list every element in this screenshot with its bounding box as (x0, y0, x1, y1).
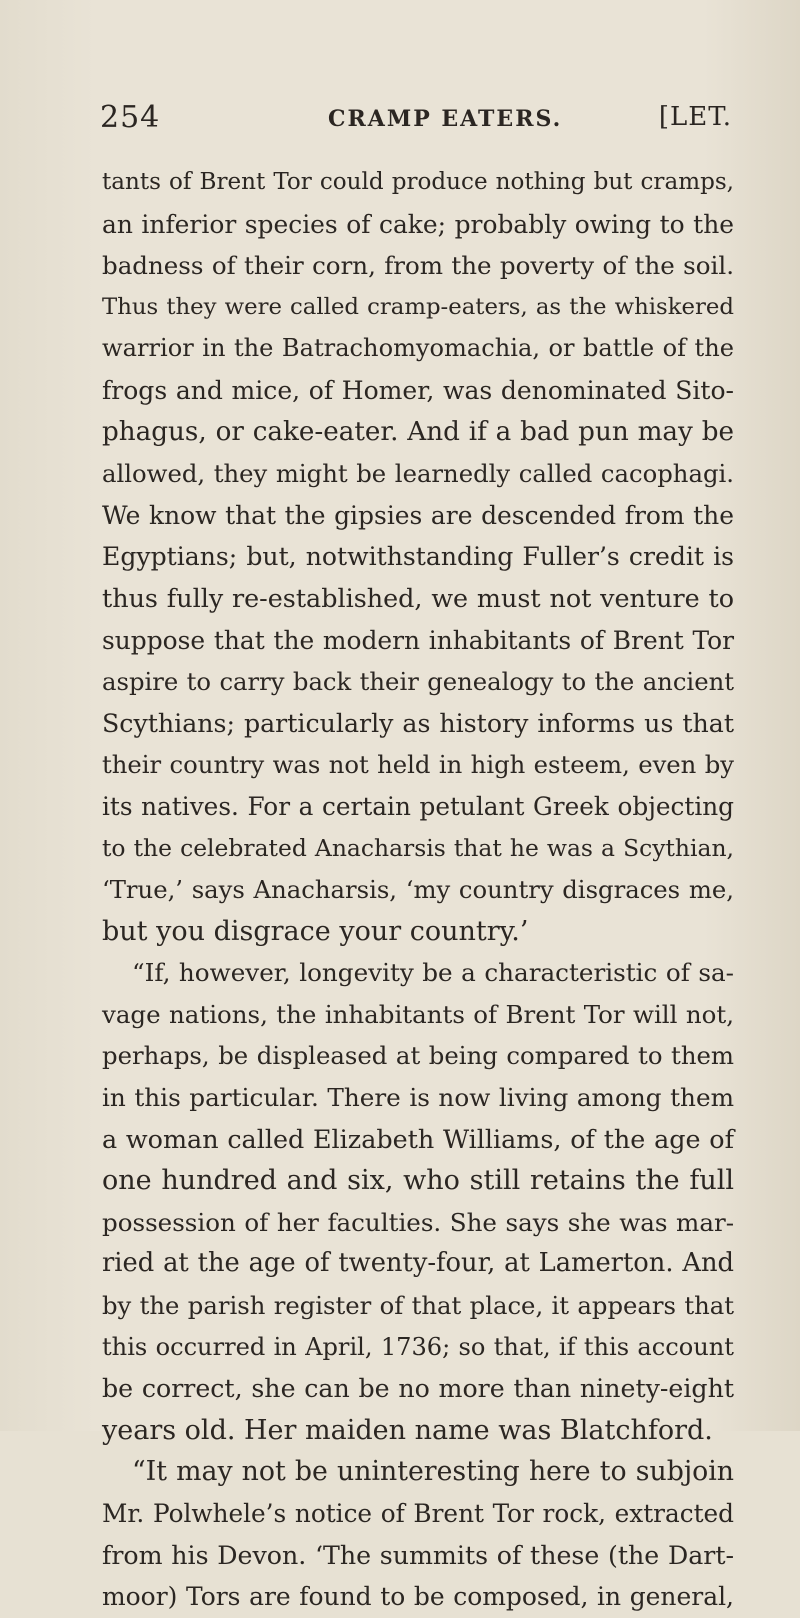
text-line: ried at the age of twenty-four, at Lamerton. And (102, 1248, 734, 1279)
text-line: one hundred and six, who still retains the full (102, 1165, 734, 1197)
text-line: Egyptians; but, notwithstanding Fuller’s credit is (102, 542, 734, 572)
text-line: from his Devon. ‘The summits of these (the Dart- (102, 1540, 734, 1570)
text-line: vage nations, the inhabitants of Brent Tor will not, (102, 999, 734, 1029)
text-line: their country was not held in high esteem, even by (102, 750, 734, 780)
text-line: moor) Tors are found to be composed, in general, (102, 1582, 734, 1612)
text-line: in this particular. There is now living among them (102, 1083, 734, 1113)
text-line: Scythians; particularly as history informs us that (102, 708, 734, 738)
running-title: CRAMP EATERS. (328, 106, 563, 132)
text-line: by the parish register of that place, it appears that (102, 1291, 734, 1321)
text-line: an inferior species of cake; probably owing to the (102, 209, 734, 239)
text-line: warrior in the Batrachomyomachia, or battle of the (102, 334, 734, 363)
text-line: possession of her faculties. She says she was mar- (102, 1207, 734, 1237)
text-line: to the celebrated Anacharsis that he was a Scythian, (102, 833, 734, 862)
text-line: thus fully re-established, we must not venture to (102, 582, 734, 613)
text-line: a woman called Elizabeth Williams, of the age of (102, 1123, 734, 1154)
text-line: be correct, she can be no more than ninety-eight (102, 1374, 734, 1404)
text-line: its natives. For a certain petulant Greek objecting (102, 791, 734, 821)
text-line: badness of their corn, from the poverty of the soil. (102, 251, 734, 281)
text-line: this occurred in April, 1736; so that, if this account (102, 1332, 734, 1361)
body-text (102, 162, 734, 1618)
text-line: Thus they were called cramp-eaters, as the whiskered (102, 293, 734, 320)
text-line: phagus, or cake-eater. And if a bad pun may be (102, 416, 734, 447)
page-header (100, 100, 732, 140)
text-line: ‘True,’ says Anacharsis, ‘my country disgraces me, (102, 875, 734, 905)
text-line: allowed, they might be learnedly called cacophagi. (102, 459, 734, 489)
text-line: “It may not be uninteresting here to subjoin (132, 1456, 734, 1488)
text-line: frogs and mice, of Homer, was denominated Sito- (102, 375, 734, 405)
text-line: “If, however, longevity be a characteristic of sa- (132, 958, 734, 988)
text-line: years old. Her maiden name was Blatchford. (102, 1414, 713, 1446)
text-line: perhaps, be displeased at being compared to them (102, 1041, 734, 1071)
page-number: 254 (100, 100, 161, 135)
text-line: Mr. Polwhele’s notice of Brent Tor rock, extracted (102, 1499, 734, 1528)
text-line: aspire to carry back their genealogy to the ancient (102, 667, 734, 697)
text-line: tants of Brent Tor could produce nothing but cramps, (102, 169, 734, 195)
text-line: We know that the gipsies are descended from the (102, 500, 734, 530)
text-line: suppose that the modern inhabitants of Brent Tor (102, 625, 734, 655)
chapter-mark: [LET. (658, 102, 732, 132)
text-line: but you disgrace your country.’ (102, 915, 529, 947)
